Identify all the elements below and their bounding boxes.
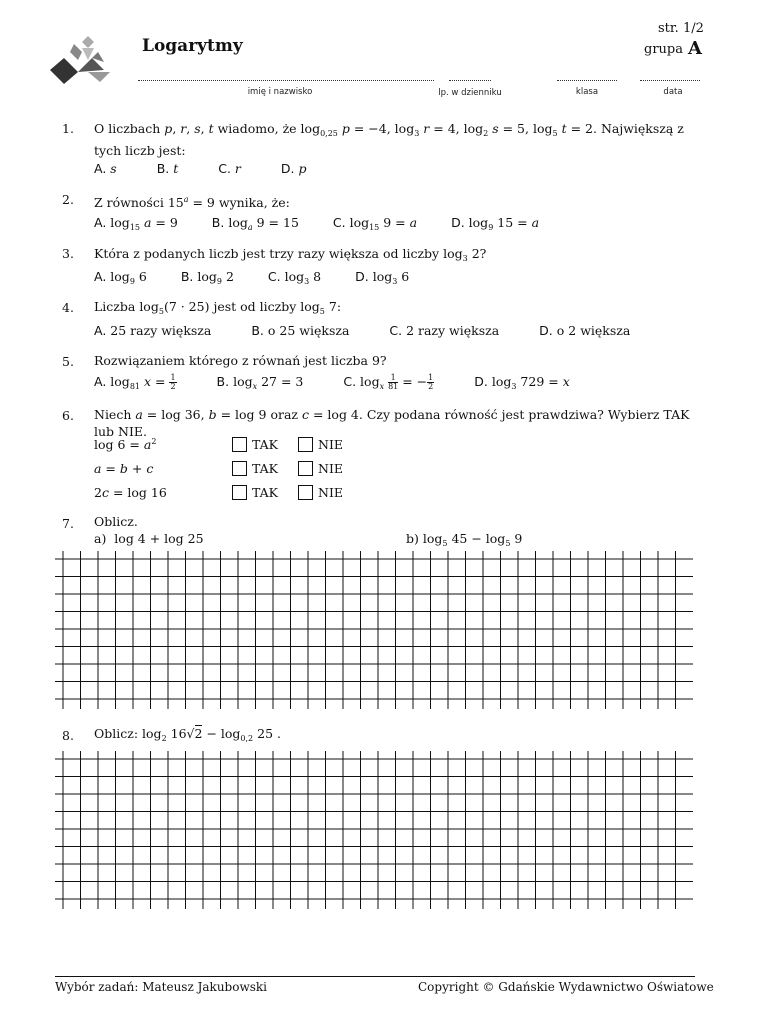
option-b[interactable]: B. o 25 większa [251,323,350,338]
option-d[interactable]: D. o 2 większa [539,323,631,338]
option-d[interactable]: D. $\log_3 6$ [355,269,410,286]
question-5-text: Rozwiązaniem którego z równań jest liczba 9? [94,353,387,368]
question-2-options [94,215,539,232]
option-b[interactable]: B. t [156,161,179,176]
statement-3: 2c = log 16 [94,485,167,500]
publisher-logo [48,34,112,86]
question-4-text: Liczba $\log_5(7 \cdot 25)$ jest od liczby $\log_5 7$: [94,299,342,316]
question-1-number: 1. [62,121,74,136]
footer-copyright: Copyright © Gdańskie Wydawnictwo Oświatowe [418,980,714,994]
footer-author: Wybór zadań: Mateusz Jakubowski [55,980,268,994]
checkbox[interactable] [232,485,247,500]
option-a[interactable]: A. $\log_{15} a = 9$ [94,215,178,232]
option-b[interactable]: B. $\log_a 9 = 15$ [211,215,299,232]
question-6-text: Niech a = log 36, b = log 9 oraz c = log 4. Czy podana równość jest prawdziwa? Wybierz TAK lub NIE. [94,407,690,439]
option-a[interactable]: A. $\log_9 6$ [94,269,147,286]
statement-1: $\log 6 = a^2$ [94,437,157,452]
class-field[interactable] [557,80,617,81]
page-number: str. 1/2 [658,21,704,36]
option-d[interactable]: D. $\log_9 15 = a$ [451,215,540,232]
statement-2-yes[interactable]: TAK [232,461,278,476]
page-title: Logarytmy [142,36,243,56]
question-8-text: Oblicz: $\log_2 16√2 - \log_{0,2} 25$ . [94,726,281,743]
statement-3-yes[interactable]: TAK [232,485,278,500]
option-c[interactable]: C. $\log_3 8$ [267,269,322,286]
option-c[interactable]: C. $\log_{15} 9 = a$ [332,215,418,232]
register-number-label: lp. w dzienniku [438,88,502,98]
date-label: data [663,87,683,97]
question-2-number: 2. [62,192,74,207]
question-1-options [94,161,306,176]
question-7a: a) log 4 + log 25 [94,531,204,546]
checkbox[interactable] [298,461,313,476]
option-c[interactable]: C. 2 razy większa [389,323,500,338]
question-6-number: 6. [62,408,74,423]
option-b[interactable]: B. $\log_x 27 = 3$ [216,374,304,391]
statement-2-no[interactable]: NIE [298,461,343,476]
question-8-number: 8. [62,728,74,743]
question-5-number: 5. [62,354,74,369]
statement-3-no[interactable]: NIE [298,485,343,500]
question-4-options [94,323,630,338]
question-4-number: 4. [62,300,74,315]
checkbox[interactable] [232,437,247,452]
checkbox[interactable] [298,437,313,452]
group-letter: A [688,38,702,59]
option-d[interactable]: D. $\log_3 729 = x$ [474,374,570,391]
class-label: klasa [575,87,599,97]
question-2-text: Z równości $15^a = 9$ wynika, że: [94,195,290,210]
option-a[interactable]: A. s [94,161,117,176]
register-number-field[interactable] [449,80,491,81]
answer-grid-8[interactable] [55,751,693,909]
question-7-text: Oblicz. [94,514,138,529]
question-5-options [94,374,570,391]
checkbox[interactable] [298,485,313,500]
name-field[interactable] [138,80,434,81]
footer-divider [55,976,695,977]
option-c[interactable]: C. r [218,161,241,176]
statement-2: a = b + c [94,461,154,476]
statement-1-no[interactable]: NIE [298,437,343,452]
question-3-text: Która z podanych liczb jest trzy razy większa od liczby $\log_3 2$? [94,246,487,263]
option-d[interactable]: D. p [280,161,307,176]
option-a[interactable]: A. $\log_{81} x$ = $\frac{1}{2}$ [94,373,176,391]
option-a[interactable]: A. 25 razy większa [94,323,212,338]
option-b[interactable]: B. $\log_9 2$ [180,269,234,286]
option-c[interactable]: C. $\log_x$ $\frac{1}{81}$ = − $\frac{1}{2}$ [343,373,434,391]
question-7b: b) $\log_5 45 - \log_5 9$ [406,531,523,548]
answer-grid-7[interactable] [55,551,693,709]
name-label: imię i nazwisko [247,87,313,97]
question-3-number: 3. [62,246,74,261]
statement-1-yes[interactable]: TAK [232,437,278,452]
question-3-options [94,269,409,286]
date-field[interactable] [640,80,700,81]
question-7-number: 7. [62,516,74,531]
checkbox[interactable] [232,461,247,476]
group-label: grupa [644,42,683,57]
question-1-text: O liczbach p, r, s, t wiadomo, że $\log_{0,25} p = -4$, $\log_3 r = 4$, $\log_2 s = 5$, $\log_5 t = 2$. Największą z tych liczb jest: [94,121,684,158]
